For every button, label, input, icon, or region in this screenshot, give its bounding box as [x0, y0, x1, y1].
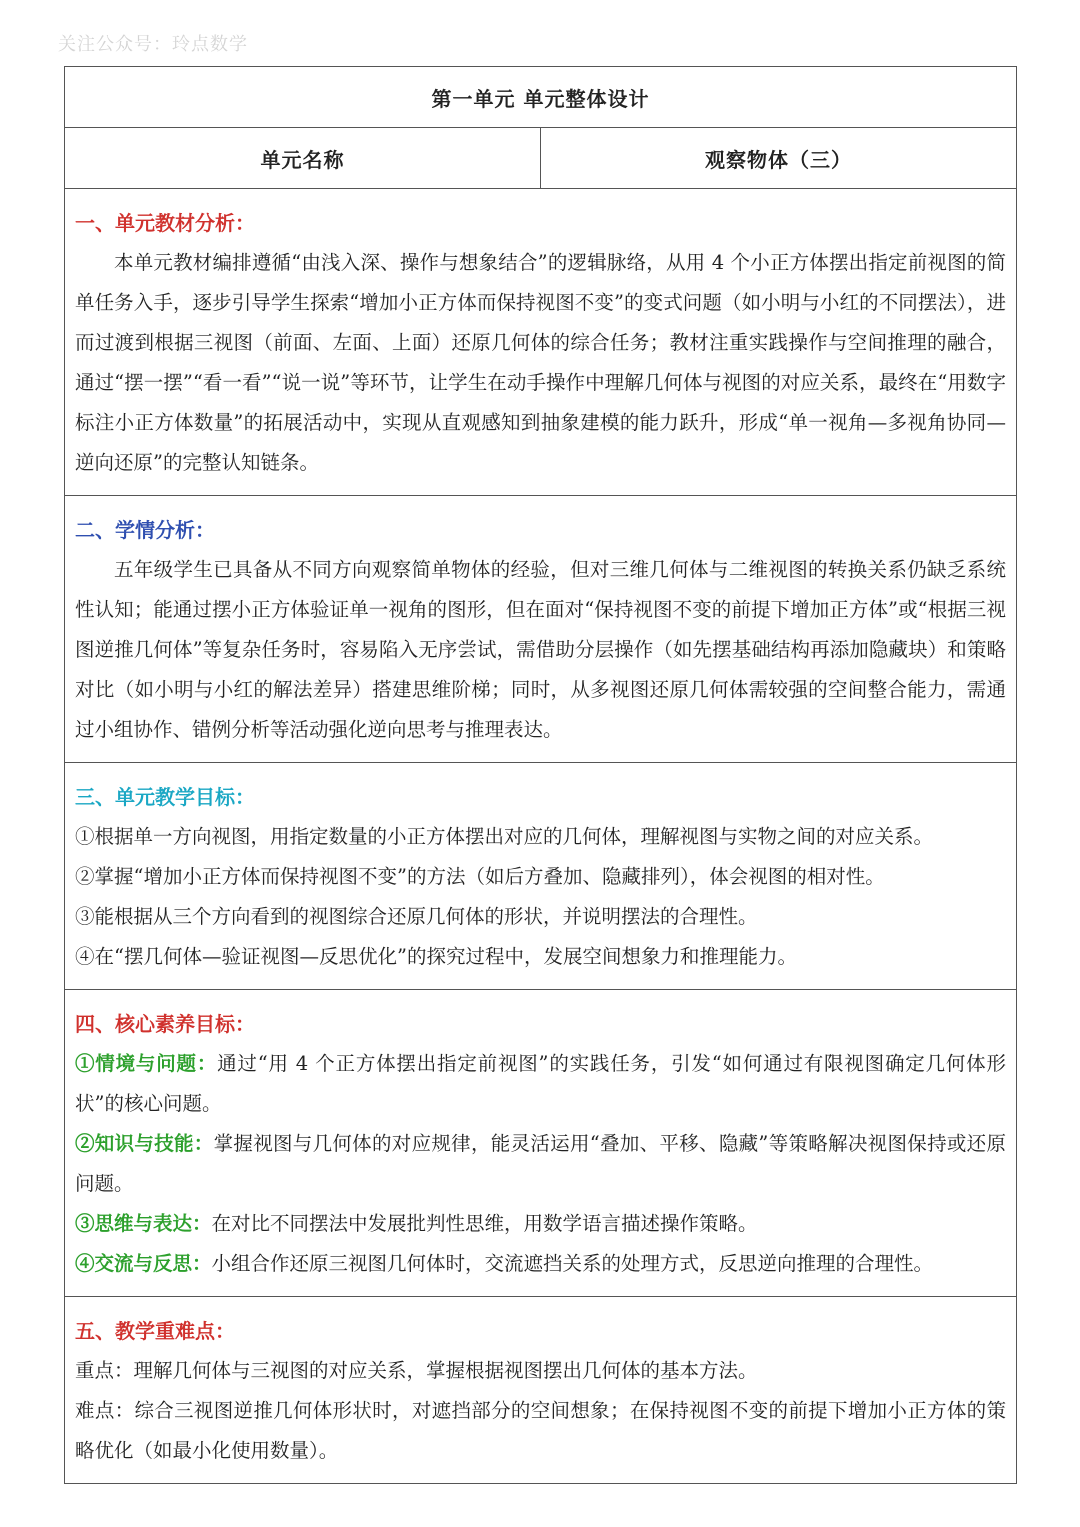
- literacy-text: 小组合作还原三视图几何体时，交流遮挡关系的处理方式，反思逆向推理的合理性。: [211, 1252, 934, 1275]
- literacy-text: 掌握视图与几何体的对应规律，能灵活运用“叠加、平移、隐藏”等策略解决视图保持或还原问题。: [75, 1132, 1006, 1195]
- section-cell: [65, 1297, 1017, 1484]
- goal-item: ④在“摆几何体—验证视图—反思优化”的探究过程中，发展空间想象力和推理能力。: [75, 945, 797, 968]
- section-heading: 五、教学重难点：: [75, 1319, 235, 1343]
- goal-item: ③能根据从三个方向看到的视图综合还原几何体的形状，并说明摆法的合理性。: [75, 905, 758, 928]
- section-cell: [65, 990, 1017, 1297]
- section-heading: 四、核心素养目标：: [75, 1012, 255, 1036]
- literacy-label: ④交流与反思：: [75, 1252, 212, 1275]
- section-key-difficult-points: [65, 1297, 1017, 1484]
- literacy-text: 通过“用 4 个正方体摆出指定前视图”的实践任务，引发“如何通过有限视图确定几何体形状”的核心问题。: [75, 1052, 1006, 1115]
- key-point: 重点：理解几何体与三视图的对应关系，掌握根据视图摆出几何体的基本方法。: [75, 1359, 758, 1382]
- unit-name-row: [65, 128, 1017, 189]
- section-core-literacy: [65, 990, 1017, 1297]
- section-heading: 三、单元教学目标：: [75, 785, 255, 809]
- title-row: [65, 67, 1017, 128]
- unit-name-value: 观察物体（三）: [541, 128, 1017, 189]
- watermark: 关注公众号：玲点数学: [58, 34, 248, 55]
- unit-design-table: [64, 66, 1017, 1484]
- literacy-item: [75, 1044, 1006, 1124]
- section-textbook-analysis: [65, 189, 1017, 496]
- literacy-item: [75, 1244, 1006, 1284]
- literacy-text: 在对比不同摆法中发展批判性思维，用数学语言描述操作策略。: [211, 1212, 758, 1235]
- literacy-label: ③思维与表达：: [75, 1212, 212, 1235]
- section-teaching-goals: [65, 763, 1017, 990]
- section-paragraph: 五年级学生已具备从不同方向观察简单物体的经验，但对三维几何体与二维视图的转换关系仍缺乏系统性认知；能通过摆小正方体验证单一视角的图形，但在面对“保持视图不变的前提下增加正方体”或“根据三视图逆推几何体”等复杂任务时，容易陷入无序尝试，需借助分层操作（如先摆基础结构再添加隐藏块）和策略对比（如小明与小红的解法差异）搭建思维阶梯；同时，从多视图还原几何体需较强的空间整合能力，需通过小组协作、错例分析等活动强化逆向思考与推理表达。: [75, 558, 1006, 741]
- section-cell: [65, 496, 1017, 763]
- section-paragraph: 本单元教材编排遵循“由浅入深、操作与想象结合”的逻辑脉络，从用 4 个小正方体摆出指定前视图的简单任务入手，逐步引导学生探索“增加小正方体而保持视图不变”的变式问题（如小明与小红的不同摆法），进而过渡到根据三视图（前面、左面、上面）还原几何体的综合任务；教材注重实践操作与空间推理的融合，通过“摆一摆”“看一看”“说一说”等环节，让学生在动手操作中理解几何体与视图的对应关系，最终在“用数字标注小正方体数量”的拓展活动中，实现从直观感知到抽象建模的能力跃升，形成“单一视角—多视角协同—逆向还原”的完整认知链条。: [75, 251, 1006, 474]
- section-heading: 一、单元教材分析：: [75, 211, 255, 235]
- document-title: 第一单元 单元整体设计: [65, 67, 1017, 128]
- section-heading: 二、学情分析：: [75, 518, 215, 542]
- goal-item: ②掌握“增加小正方体而保持视图不变”的方法（如后方叠加、隐藏排列），体会视图的相对性。: [75, 865, 885, 888]
- section-cell: [65, 763, 1017, 990]
- section-cell: [65, 189, 1017, 496]
- goal-item: ①根据单一方向视图，用指定数量的小正方体摆出对应的几何体，理解视图与实物之间的对应关系。: [75, 825, 934, 848]
- literacy-label: ①情境与问题：: [75, 1052, 218, 1075]
- unit-name-label: 单元名称: [65, 128, 541, 189]
- literacy-item: [75, 1204, 1006, 1244]
- difficult-point: 难点：综合三视图逆推几何体形状时，对遮挡部分的空间想象；在保持视图不变的前提下增加小正方体的策略优化（如最小化使用数量）。: [75, 1399, 1006, 1462]
- section-student-analysis: [65, 496, 1017, 763]
- literacy-label: ②知识与技能：: [75, 1132, 214, 1155]
- literacy-item: [75, 1124, 1006, 1204]
